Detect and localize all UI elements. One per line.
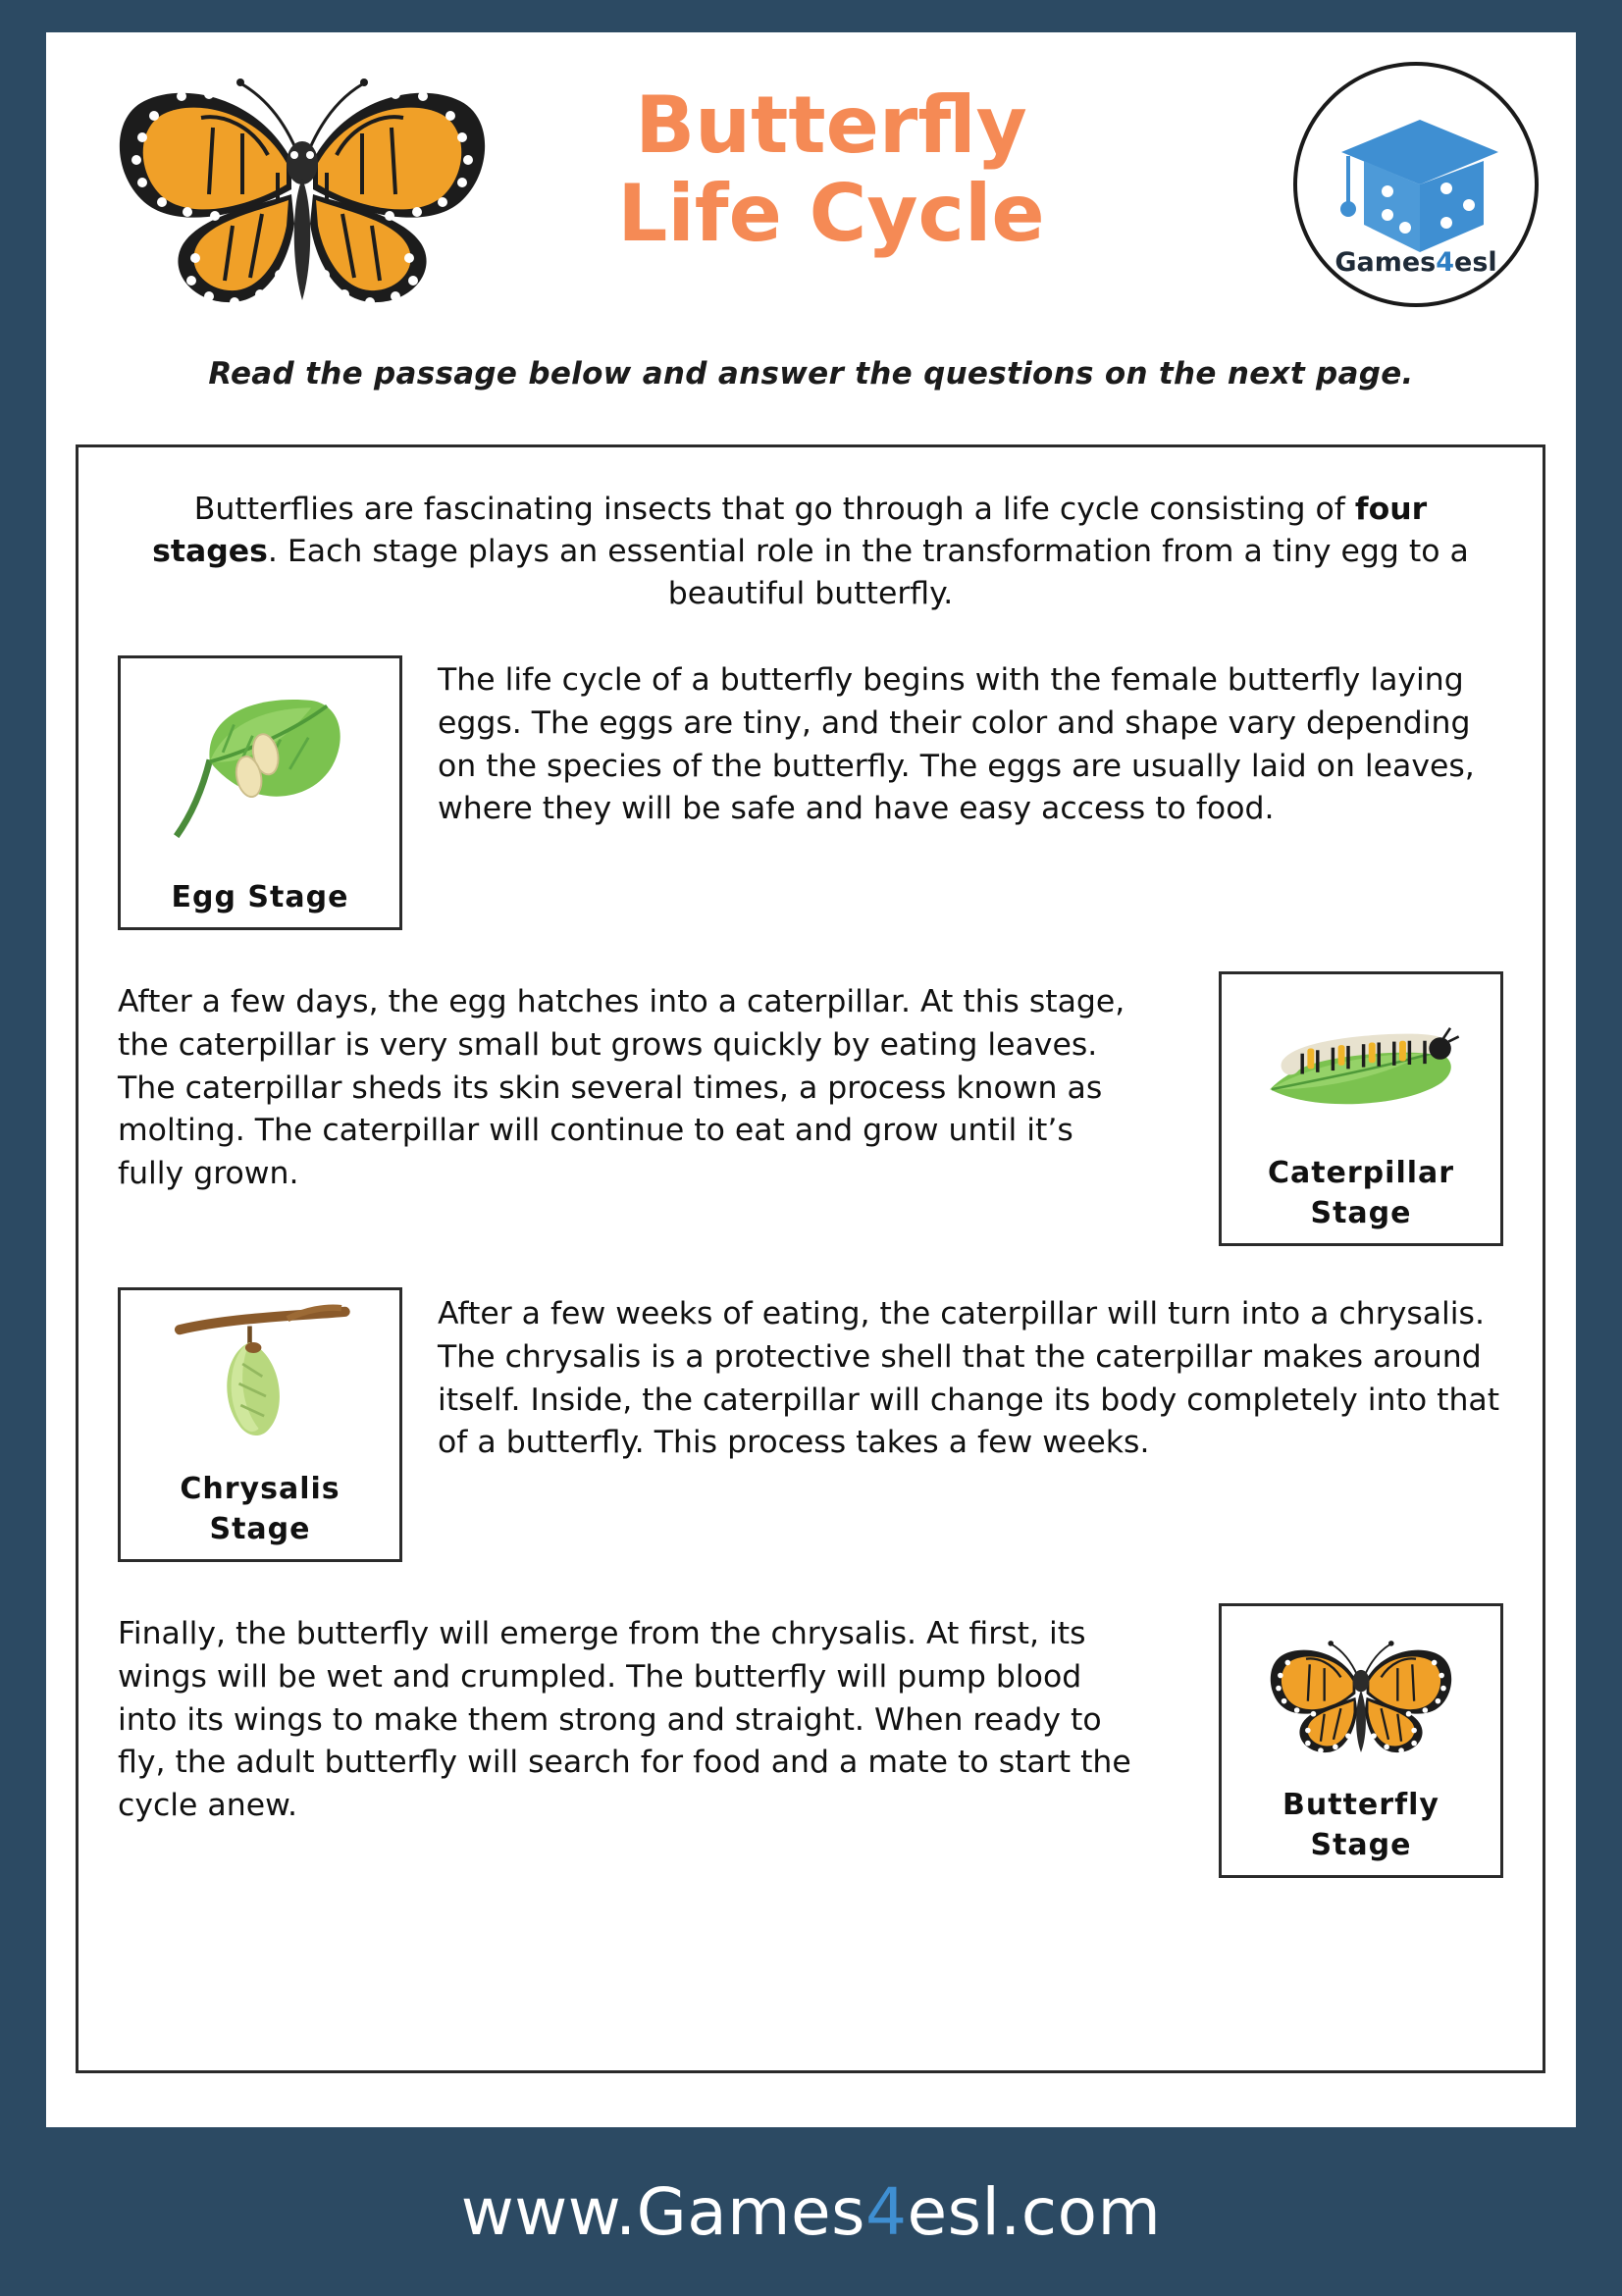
intro-bold: four stages [152,492,1428,569]
butterfly-label-line1: Butterfly [1282,1788,1439,1823]
intro-part-a: Butterflies are fascinating insects that go through a life cycle consisting of [193,492,1355,527]
egg-on-leaf-illustration [147,680,373,857]
chrysalis-label-line2: Stage [209,1511,311,1546]
brand-badge [1293,62,1539,307]
egg-stage-art [121,658,399,878]
page-title-line2: Life Cycle [617,167,1045,259]
caterpillar-stage-paragraph: After a few days, the egg hatches into a caterpillar. At this stage, the caterpillar is very small but grows quickly by eating leaves. The caterpillar sheds its skin several times, a process known as molting. The caterpillar will continue to eat and grow until it’s fully grown. [118,984,1125,1191]
page-title [517,81,1145,257]
instructions-text: Read the passage below and answer the questions on the next page. [208,356,1414,391]
brand-wordmark [1297,247,1535,278]
brand-post: esl [1454,247,1497,278]
butterfly-stage-card [1219,1603,1503,1878]
egg-stage-label: Egg Stage [171,879,349,914]
chrysalis-label-line1: Chrysalis [180,1472,340,1507]
monarch-butterfly-illustration [85,57,517,337]
caterpillar-on-leaf-illustration [1243,1001,1479,1128]
caterpillar-label-line1: Caterpillar [1267,1156,1455,1191]
intro-paragraph [135,489,1486,614]
butterfly-stage-label [1282,1786,1439,1875]
footer-post: esl.com [907,2173,1162,2250]
monarch-butterfly-illustration [1258,1628,1464,1765]
butterfly-stage-art [1222,1606,1500,1786]
footer-website [461,2174,1162,2250]
section-caterpillar-stage [118,971,1503,1246]
brand-pre: Games [1334,247,1437,278]
footer-pre: www.Games [460,2173,865,2250]
caterpillar-stage-label [1268,1154,1454,1243]
section-butterfly-stage [118,1603,1503,1878]
brand-num: 4 [1436,247,1455,278]
chrysalis-on-branch-illustration [150,1299,371,1461]
footer-num: 4 [864,2173,908,2250]
page-title-line1: Butterfly [635,79,1027,171]
section-chrysalis-stage [118,1287,1503,1562]
caterpillar-stage-card [1219,971,1503,1246]
egg-stage-card [118,655,402,930]
butterfly-label-line2: Stage [1310,1827,1412,1862]
header [46,32,1576,391]
butterfly-stage-paragraph: Finally, the butterfly will emerge from the chrysalis. At first, its wings will be wet and crumpled. The butterfly will pump blood into its wings to make them strong and straight. When ready to fly, the adult butterfly will search for food and a mate to start the cycle anew. [118,1616,1131,1823]
intro-part-c: . Each stage plays an essential role in the transformation from a tiny egg to a beautiful butterfly. [267,533,1469,611]
passage-box [76,444,1545,2073]
worksheet-sheet [46,32,1576,2127]
section-egg-stage [118,655,1503,930]
chrysalis-stage-label [180,1470,340,1559]
chrysalis-stage-card [118,1287,402,1562]
egg-stage-paragraph: The life cycle of a butterfly begins with the female butterfly laying eggs. The eggs are tiny, and their color and shape vary depending on the species of the butterfly. The eggs are usually laid on leaves, where they will be safe and have easy access to food. [438,662,1475,827]
chrysalis-stage-art [121,1290,399,1470]
footer [0,2127,1622,2296]
caterpillar-stage-art [1222,974,1500,1154]
chrysalis-stage-paragraph: After a few weeks of eating, the caterpillar will turn into a chrysalis. The chrysalis is a protective shell that the caterpillar makes around itself. Inside, the caterpillar will change its body completely into that of a butterfly. This process takes a few weeks. [438,1296,1500,1461]
caterpillar-label-line2: Stage [1310,1195,1412,1230]
